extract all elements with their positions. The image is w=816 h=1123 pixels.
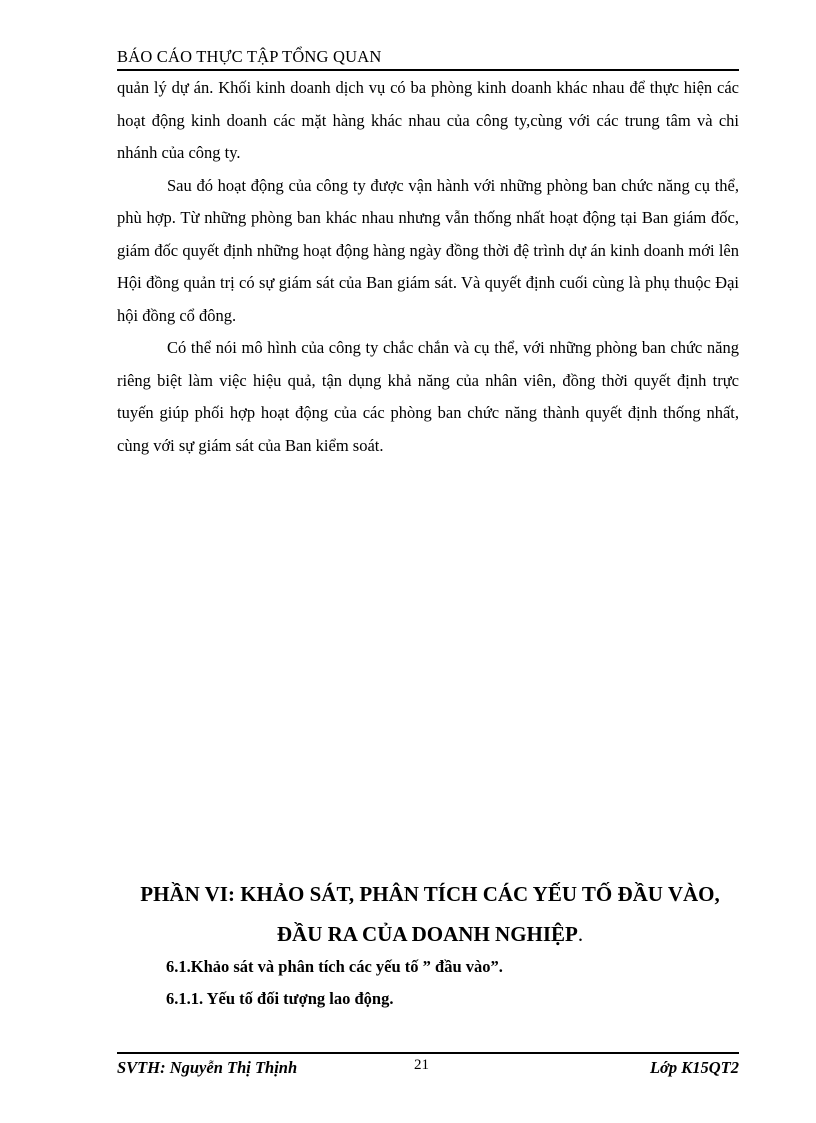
subsection-6-1: 6.1.Khảo sát và phân tích các yếu tố ” đầu vào”. <box>166 957 503 976</box>
section-heading <box>100 874 760 954</box>
footer-class: Lớp K15QT2 <box>649 1058 739 1077</box>
section-heading-line-2: ĐẦU RA CỦA DOANH NGHIỆP. <box>276 922 584 946</box>
paragraph-3: Có thể nói mô hình của công ty chắc chắn và cụ thể, với những phòng ban chức năng riêng biệt làm việc hiệu quả, tận dụng khả năng của nhân viên, đồng thời quyết định trực tuyến giúp phối hợp hoạt động của các phòng ban chức năng thành quyết định thống nhất, cùng với sự giám sát của Ban kiểm soát. <box>117 338 739 455</box>
body-text <box>117 72 739 462</box>
subsection-6-1-1: 6.1.1. Yếu tố đối tượng lao động. <box>166 989 394 1008</box>
footer-student: SVTH: Nguyễn Thị Thịnh <box>117 1058 298 1077</box>
section-heading-line-1: PHẦN VI: KHẢO SÁT, PHÂN TÍCH CÁC YẾU TỐ ĐẦU VÀO, <box>140 882 720 906</box>
page-number: 21 <box>414 1057 429 1073</box>
page-header: BÁO CÁO THỰC TẬP TỔNG QUAN <box>117 46 739 71</box>
paragraph-2: Sau đó hoạt động của công ty được vận hành với những phòng ban chức năng cụ thể, phù hợp. Từ những phòng ban khác nhau nhưng vẫn thống nhất hoạt động tại Ban giám đốc, giám đốc quyết định những hoạt động hàng ngày đồng thời đệ trình dự án kinh doanh mới lên Hội đồng quản trị có sự giám sát của Ban giám sát. Và quyết định cuối cùng là phụ thuộc Đại hội đồng cổ đông. <box>117 175 739 325</box>
paragraph-1: quản lý dự án. Khối kinh doanh dịch vụ có ba phòng kinh doanh khác nhau để thực hiện các hoạt động kinh doanh các mặt hàng khác nhau của công ty,cùng với các trung tâm và chi nhánh của công ty. <box>117 78 739 162</box>
